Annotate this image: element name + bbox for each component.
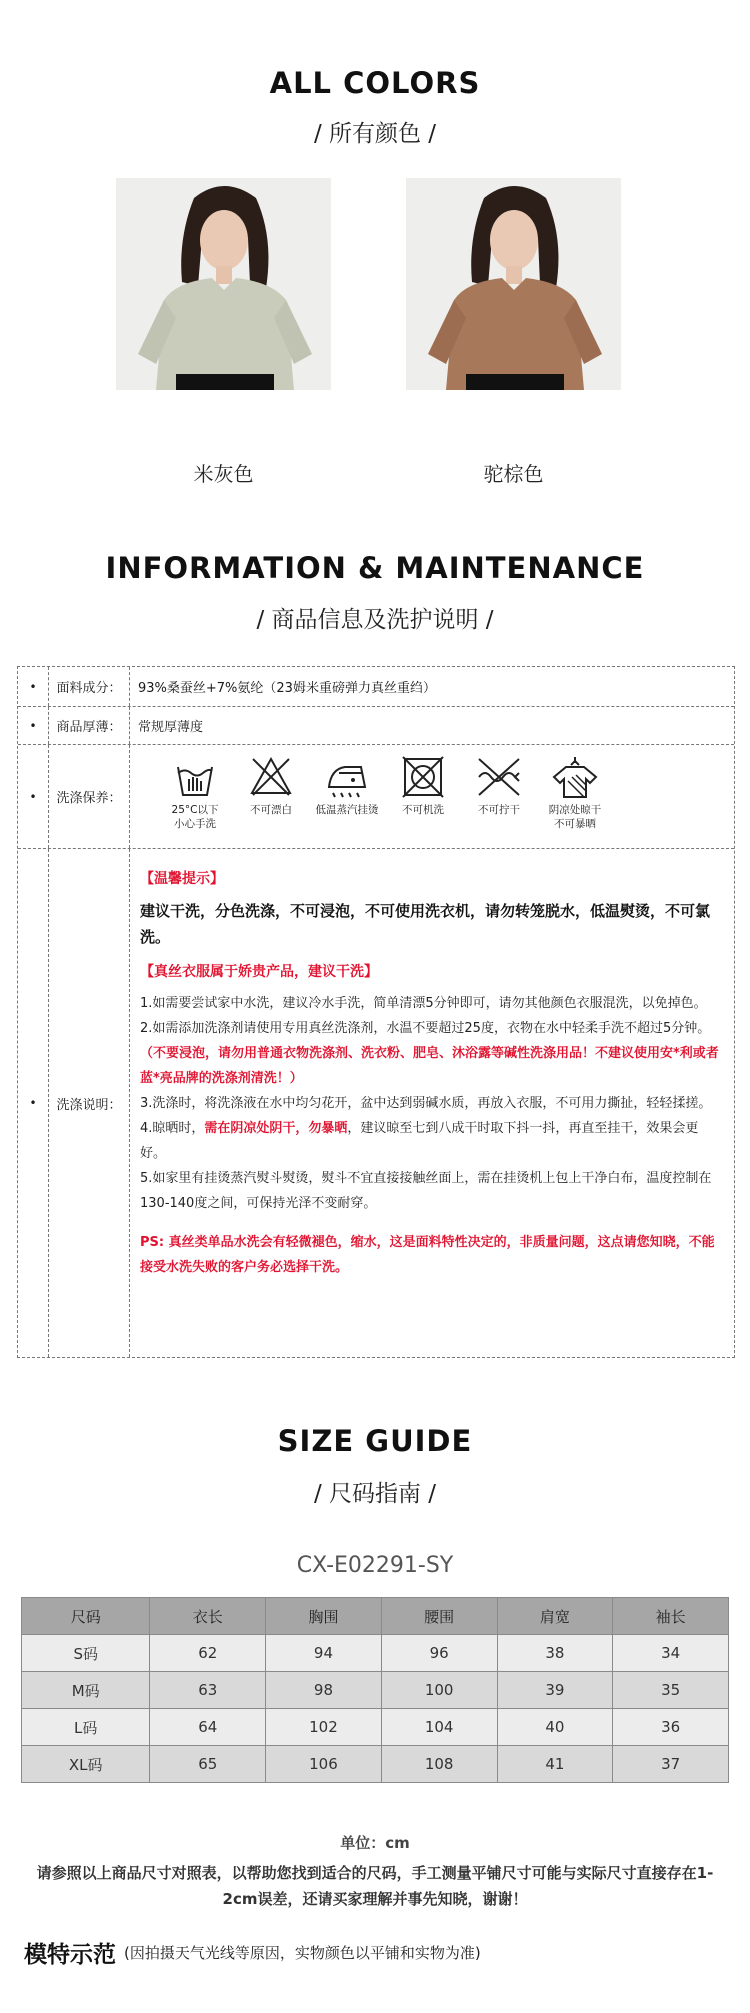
tip-title: 【温馨提示】 (140, 871, 224, 887)
cell: 94 (266, 1635, 382, 1672)
fabric-value: 93%桑蚕丝+7%氨纶（23姆米重磅弹力真丝重绉） (138, 681, 436, 696)
color-name-camel-brown: 驼棕色 (483, 462, 544, 486)
cell: 96 (381, 1635, 497, 1672)
bullet: • (18, 707, 49, 744)
steam-iron-icon (323, 755, 371, 799)
thickness-value: 常规厚薄度 (138, 720, 204, 735)
cell: 40 (497, 1709, 613, 1746)
bullet: • (18, 849, 49, 1357)
cell: 106 (266, 1746, 382, 1783)
size-table (21, 1597, 729, 1783)
size-title-en: SIZE GUIDE (277, 1424, 473, 1458)
size-unit: 单位：cm (340, 1834, 410, 1852)
cell: XL码 (22, 1746, 150, 1783)
care-label-1: 不可机洗 (402, 804, 444, 816)
note-2 (140, 1016, 720, 1091)
cell: 34 (613, 1635, 729, 1672)
product-photo-beige-grey[interactable] (116, 178, 331, 390)
wash-label: 洗涤说明： (49, 849, 130, 1357)
header-waist: 腰围 (381, 1598, 497, 1635)
cell: 104 (381, 1709, 497, 1746)
care-label-1: 25°C以下 (171, 804, 219, 816)
silk-tip-title: 【真丝衣服属于娇贵产品，建议干洗】 (140, 964, 378, 980)
header-chest: 胸围 (266, 1598, 382, 1635)
color-name-beige-grey: 米灰色 (193, 462, 254, 486)
info-table (17, 666, 735, 1358)
note-2-text: 2.如需添加洗涤剂请使用专用真丝洗涤剂，水温不要超过25度，衣物在水中轻柔手洗不超过5分钟。 (140, 1021, 711, 1036)
thickness-label: 商品厚薄： (49, 707, 130, 744)
cell: 37 (613, 1746, 729, 1783)
colors-title-cn: / 所有颜色 / (313, 121, 437, 147)
care-label-1: 低温蒸汽挂烫 (315, 804, 379, 816)
cell: 65 (150, 1746, 266, 1783)
cell: 35 (613, 1672, 729, 1709)
size-title-cn: / 尺码指南 / (313, 1481, 437, 1507)
note-1: 1.如需要尝试家中水洗，建议冷水手洗，简单清漂5分钟即可，请勿其他颜色衣服混洗，以免掉色。 (140, 996, 707, 1011)
care-label-1: 不可漂白 (250, 804, 292, 816)
care-no-bleach (232, 755, 310, 817)
hand-wash-icon (175, 755, 215, 799)
no-machine-wash-icon (401, 755, 445, 799)
cell: 108 (381, 1746, 497, 1783)
cell: 39 (497, 1672, 613, 1709)
header-size: 尺码 (22, 1598, 150, 1635)
model-subtitle: (因拍摄天气光线等原因，实物颜色以平铺和实物为准) (124, 1944, 481, 1962)
size-note: 请参照以上商品尺寸对照表，以帮助您找到适合的尺码，手工测量平铺尺寸可能与实际尺寸直接存在1-2cm误差，还请买家理解并事先知晓，谢谢！ (36, 1864, 714, 1908)
care-row (18, 745, 734, 849)
cell: 38 (497, 1635, 613, 1672)
care-shade-dry (536, 755, 614, 831)
care-steam-iron (308, 755, 386, 817)
size-table-header (22, 1598, 729, 1635)
table-row (22, 1709, 729, 1746)
note-4-warning: 需在阴凉处阴干，勿暴晒 (204, 1121, 348, 1136)
table-row (22, 1746, 729, 1783)
bullet: • (18, 745, 49, 848)
cell: S码 (22, 1635, 150, 1672)
care-label-1: 阴凉处晾干 (548, 804, 602, 816)
thickness-row (18, 707, 734, 745)
note-5: 5.如家里有挂烫蒸汽熨斗熨烫，熨斗不宜直接接触丝面上，需在挂烫机上包上干净白布，温度控制在130-140度之间，可保持光泽不变耐穿。 (140, 1171, 712, 1211)
header-shoulder: 肩宽 (497, 1598, 613, 1635)
cell: L码 (22, 1709, 150, 1746)
care-hand-wash (156, 755, 234, 831)
care-no-wring (460, 755, 538, 817)
table-row (22, 1635, 729, 1672)
no-wring-icon (475, 755, 523, 799)
bullet: • (18, 667, 49, 706)
note-4 (140, 1116, 720, 1166)
note-2-warning: （不要浸泡，请勿用普通衣物洗涤剂、洗衣粉、肥皂、沐浴露等碱性洗涤用品！不建议使用安*利或者蓝*亮品牌的洗涤剂清洗！） (140, 1046, 719, 1086)
care-label-1: 不可拧干 (478, 804, 520, 816)
info-title-en: INFORMATION & MAINTENANCE (105, 551, 645, 585)
cell: 100 (381, 1672, 497, 1709)
cell: 102 (266, 1709, 382, 1746)
colors-title-en: ALL COLORS (269, 66, 481, 100)
header-sleeve: 袖长 (613, 1598, 729, 1635)
model-title: 模特示范 (24, 1942, 116, 1968)
wash-instructions-row (18, 849, 734, 1357)
care-label-2: 小心手洗 (174, 818, 216, 830)
header-length: 衣长 (150, 1598, 266, 1635)
note-3: 3.洗涤时，将洗涤液在水中均匀花开，盆中达到弱碱水质，再放入衣服，不可用力撕扯，轻轻揉搓。 (140, 1096, 712, 1111)
fabric-row (18, 667, 734, 707)
shade-dry-icon (550, 755, 600, 799)
cell: 62 (150, 1635, 266, 1672)
cell: M码 (22, 1672, 150, 1709)
cell: 63 (150, 1672, 266, 1709)
no-bleach-icon (249, 755, 293, 799)
cell: 36 (613, 1709, 729, 1746)
info-title-cn: / 商品信息及洗护说明 / (256, 607, 494, 633)
cell: 98 (266, 1672, 382, 1709)
tip-body: 建议干洗，分色洗涤，不可浸泡，不可使用洗衣机，请勿转笼脱水，低温熨烫，不可氯洗。 (140, 902, 711, 946)
fabric-label: 面料成分： (49, 667, 130, 706)
ps-note: PS: 真丝类单品水洗会有轻微褪色，缩水，这是面料特性决定的，非质量问题，这点请您知晓，不能接受水洗失败的客户务必选择干洗。 (140, 1235, 715, 1275)
wash-notes (140, 867, 720, 1280)
cell: 64 (150, 1709, 266, 1746)
care-label: 洗涤保养： (49, 745, 130, 848)
model-code: CX-E02291-SY (296, 1553, 454, 1578)
care-label-2: 不可暴晒 (554, 818, 596, 830)
note-4-a: 4.晾晒时， (140, 1121, 205, 1136)
note-4-c: ，建议晾至七到八成干时取下抖一抖，再直至挂干，效果会更好。 (140, 1121, 699, 1161)
product-photo-camel-brown[interactable] (406, 178, 621, 390)
care-no-machine-wash (384, 755, 462, 817)
table-row (22, 1672, 729, 1709)
cell: 41 (497, 1746, 613, 1783)
